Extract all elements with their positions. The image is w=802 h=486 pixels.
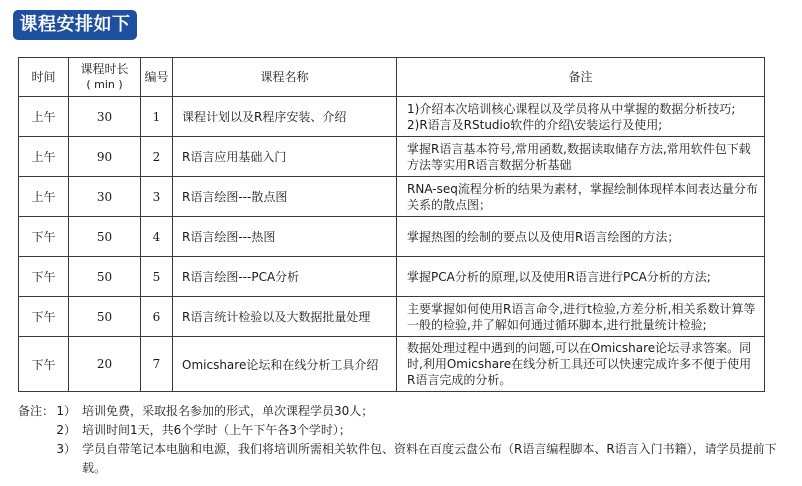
table-row	[19, 257, 765, 297]
cell-time: 上午	[19, 97, 69, 137]
table-row	[19, 97, 765, 137]
cell-note	[397, 97, 765, 137]
cell-course-name: R语言绘图---散点图	[173, 177, 397, 217]
page-title: 课程安排如下	[13, 10, 137, 40]
cell-time: 下午	[19, 337, 69, 392]
header-duration-unit: ( min )	[86, 78, 123, 91]
table-body	[19, 97, 765, 392]
cell-note: 掌握R语言基本符号,常用函数,数据读取储存方法,常用软件包下载方法等实用R语言数据分析基础	[397, 137, 765, 177]
remark-number: 2）	[56, 423, 76, 437]
cell-index: 4	[141, 217, 173, 257]
remark-item	[18, 421, 788, 440]
cell-time: 下午	[19, 217, 69, 257]
remarks-lead: 备注：	[18, 404, 55, 418]
cell-time: 上午	[19, 137, 69, 177]
remark-number: 1）	[56, 404, 76, 418]
cell-note: 掌握PCA分析的原理,以及使用R语言进行PCA分析的方法;	[397, 257, 765, 297]
cell-index: 2	[141, 137, 173, 177]
header-time: 时间	[19, 58, 69, 97]
cell-index: 7	[141, 337, 173, 392]
header-index: 编号	[141, 58, 173, 97]
cell-note: 掌握热图的绘制的要点以及使用R语言绘图的方法；	[397, 217, 765, 257]
cell-time: 下午	[19, 257, 69, 297]
cell-time: 上午	[19, 177, 69, 217]
table-row	[19, 337, 765, 392]
cell-duration: 50	[69, 257, 141, 297]
remarks-section	[18, 402, 788, 478]
header-duration	[69, 58, 141, 97]
cell-duration: 90	[69, 137, 141, 177]
cell-index: 6	[141, 297, 173, 337]
course-schedule-table	[18, 57, 765, 392]
header-duration-label: 课程时长	[80, 62, 129, 76]
cell-duration: 20	[69, 337, 141, 392]
remark-item	[18, 440, 788, 478]
table-row	[19, 217, 765, 257]
cell-note: 主要掌握如何使用R语言命令,进行t检验,方差分析,相关系数计算等一般的检验,并了解如何通过循环脚本,进行批量统计检验;	[397, 297, 765, 337]
cell-course-name: R语言应用基础入门	[173, 137, 397, 177]
remark-number: 3）	[56, 442, 76, 456]
cell-course-name: Omicshare论坛和在线分析工具介绍	[173, 337, 397, 392]
cell-duration: 30	[69, 177, 141, 217]
cell-course-name: R语言统计检验以及大数据批量处理	[173, 297, 397, 337]
note-text: 1)介绍本次培训核心课程以及学员将从中掌握的数据分析技巧; 2)R语言及RStudio软件的介绍\安装运行及使用;	[407, 101, 736, 132]
header-name: 课程名称	[173, 58, 397, 97]
cell-duration: 50	[69, 217, 141, 257]
remark-item	[18, 402, 788, 421]
cell-note: 数据处理过程中遇到的问题,可以在Omicshare论坛寻求答案。同时,利用Omicshare在线分析工具还可以快速完成许多不便于使用R语言完成的分析。	[397, 337, 765, 392]
table-row	[19, 177, 765, 217]
remark-text: 培训时间1天，共6个学时（上午下午各3个学时）；	[82, 423, 351, 437]
cell-index: 1	[141, 97, 173, 137]
header-note: 备注	[397, 58, 765, 97]
cell-duration: 50	[69, 297, 141, 337]
cell-course-name: R语言绘图---热图	[173, 217, 397, 257]
table-row	[19, 137, 765, 177]
cell-index: 3	[141, 177, 173, 217]
cell-time: 下午	[19, 297, 69, 337]
cell-note: RNA-seq流程分析的结果为素材，掌握绘制体现样本间表达量分布关系的散点图；	[397, 177, 765, 217]
cell-duration: 30	[69, 97, 141, 137]
table-header-row	[19, 58, 765, 97]
cell-course-name: R语言绘图---PCA分析	[173, 257, 397, 297]
remark-text: 培训免费，采取报名参加的形式，单次课程学员30人；	[82, 404, 374, 418]
table-row	[19, 297, 765, 337]
remark-text: 学员自带笔记本电脑和电源，我们将培训所需相关软件包、资料在百度云盘公布（R语言编程脚本、R语言入门书籍），请学员提前下载。	[82, 442, 777, 475]
cell-index: 5	[141, 257, 173, 297]
cell-course-name: 课程计划以及R程序安装、介绍	[173, 97, 397, 137]
